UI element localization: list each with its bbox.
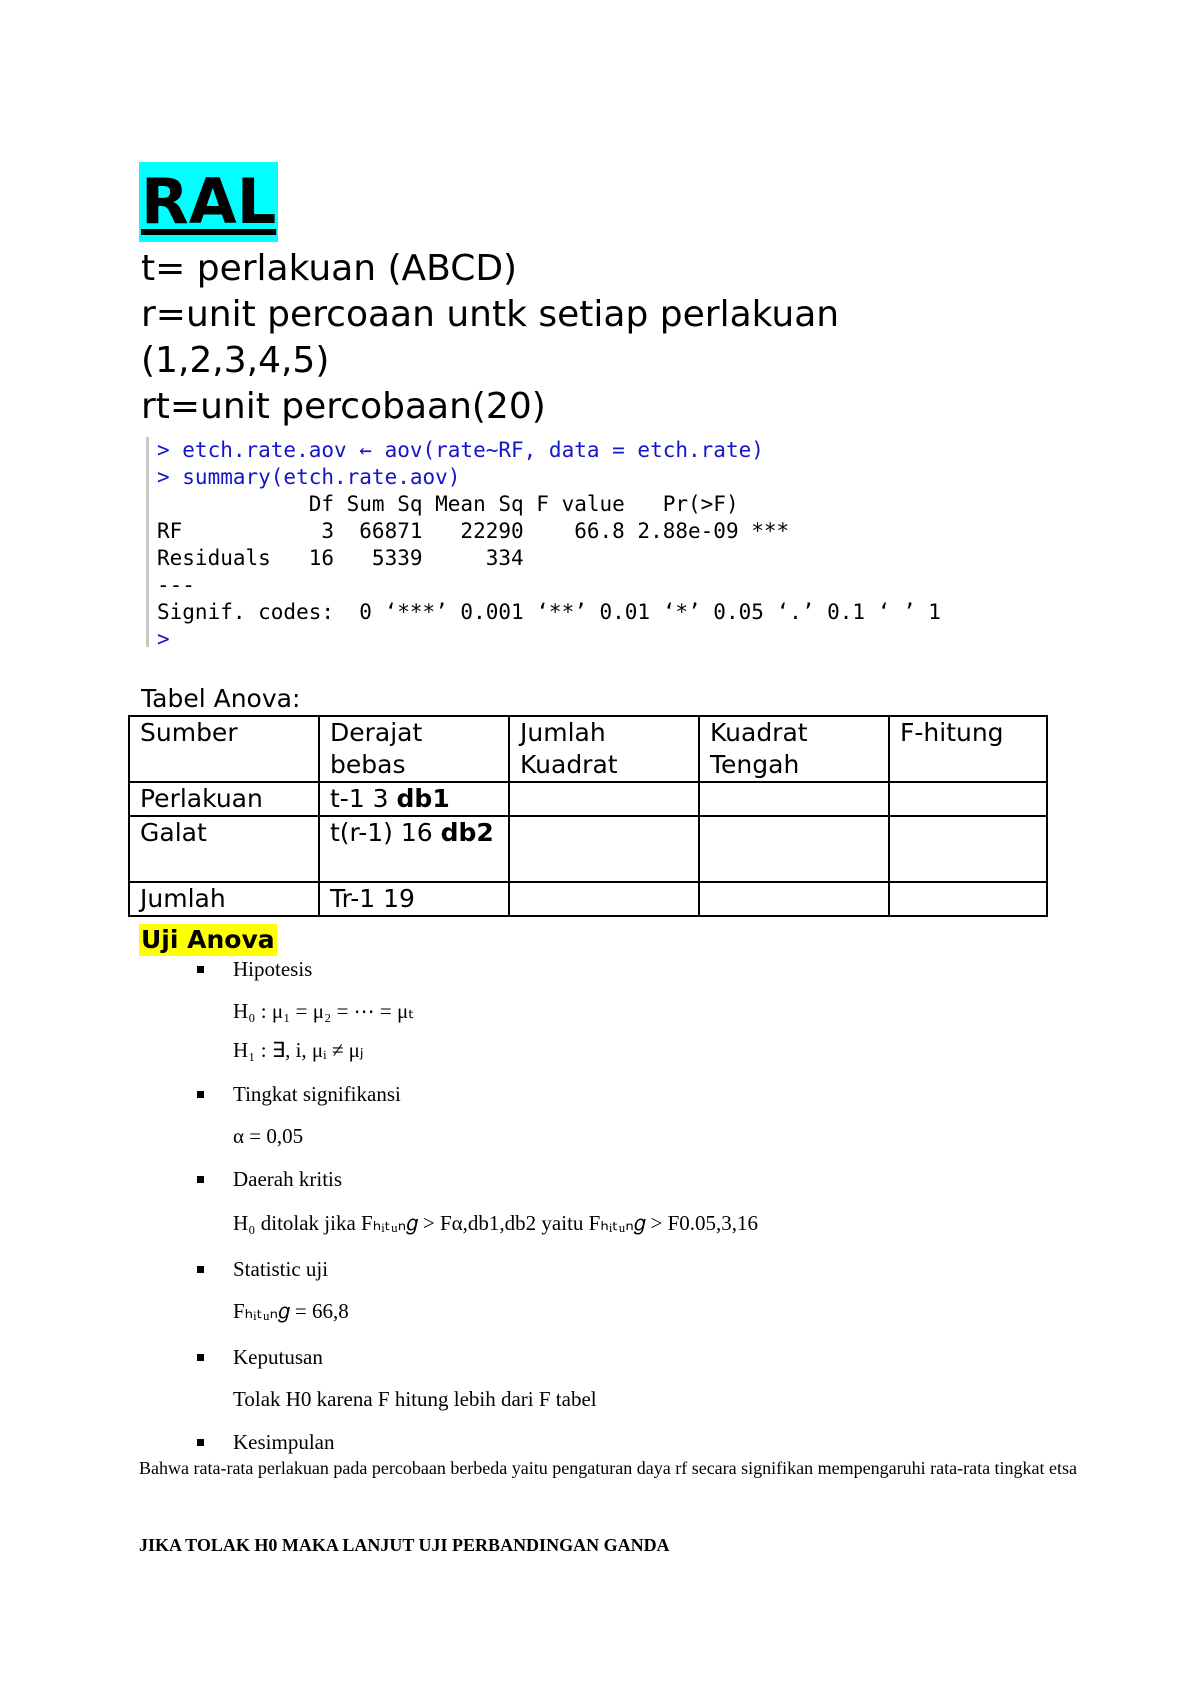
cell-empty [889, 816, 1047, 882]
db-text: t-1 3 [330, 784, 397, 813]
anova-table [128, 715, 1048, 917]
cell-sumber: Jumlah [129, 882, 319, 916]
step-keputusan: Keputusan [198, 1343, 323, 1371]
cell-empty [699, 882, 889, 916]
f-hitung-value: Fₕᵢₜᵤₙ𝑔 = 66,8 [233, 1299, 349, 1323]
cell-db [319, 882, 509, 916]
section-heading-uji-anova: Uji Anova [141, 925, 275, 954]
table-row [129, 816, 1047, 882]
closing-note: JIKA TOLAK H0 MAKA LANJUT UJI PERBANDINGAN GANDA [139, 1535, 670, 1555]
step-kesimpulan: Kesimpulan [198, 1428, 334, 1456]
kesimpulan-paragraph: Bahwa rata-rata perlakuan pada percobaan berbeda yaitu pengaturan daya rf secara signifikan mempengaruhi rata-rata tingkat etsa [139, 1458, 1078, 1478]
cell-empty [889, 782, 1047, 816]
cell-empty [699, 816, 889, 882]
step-hipotesis: Hipotesis [198, 955, 312, 983]
definition-r-values: (1,2,3,4,5) [141, 340, 330, 381]
console-output-separator: --- [157, 573, 195, 597]
cell-empty [509, 882, 699, 916]
console-prompt: > [157, 627, 170, 651]
table-row [129, 882, 1047, 916]
console-command-aov: > etch.rate.aov ← aov(rate~RF, data = etch.rate) [157, 438, 764, 462]
step-statistic-uji: Statistic uji [198, 1255, 328, 1283]
step-daerah-kritis: Daerah kritis [198, 1165, 342, 1193]
cell-empty [509, 816, 699, 882]
definition-r: r=unit percoaan untk setiap perlakuan [141, 294, 840, 335]
console-output-signif: Signif. codes: 0 ‘***’ 0.001 ‘**’ 0.01 ‘*’ 0.05 ‘.’ 0.1 ‘ ’ 1 [157, 600, 941, 624]
definition-rt: rt=unit percobaan(20) [141, 386, 546, 427]
cell-db [319, 782, 509, 816]
console-command-summary: > summary(etch.rate.aov) [157, 465, 461, 489]
header-f-hitung: F-hitung [889, 716, 1047, 782]
keputusan-text: Tolak H0 karena F hitung lebih dari F tabel [233, 1387, 597, 1411]
header-derajat-bebas: Derajat bebas [319, 716, 509, 782]
db-label: db2 [440, 818, 494, 847]
cell-empty [889, 882, 1047, 916]
definitions [141, 246, 1141, 430]
page-title: RAL [139, 162, 278, 242]
header-sumber: Sumber [129, 716, 319, 782]
db-text: Tr-1 19 [330, 884, 415, 913]
hypothesis-h1: H₁ : ∃, i, μᵢ ≠ μⱼ [233, 1038, 364, 1062]
db-text: t(r-1) 16 [330, 818, 441, 847]
cell-empty [509, 782, 699, 816]
header-kuadrat-tengah: Kuadrat Tengah [699, 716, 889, 782]
hypothesis-h0: H₀ : μ₁ = μ₂ = ⋯ = μₜ [233, 999, 415, 1023]
cell-empty [699, 782, 889, 816]
critical-region: H₀ ditolak jika Fₕᵢₜᵤₙ𝑔 > Fα,db1,db2 yaitu Fₕᵢₜᵤₙ𝑔 > F0.05,3,16 [233, 1211, 759, 1235]
table-row [129, 782, 1047, 816]
step-tingkat-signifikansi: Tingkat signifikansi [198, 1080, 401, 1108]
header-jumlah-kuadrat: Jumlah Kuadrat [509, 716, 699, 782]
console-output-rf: RF 3 66871 22290 66.8 2.88e-09 *** [157, 519, 790, 543]
r-console-screenshot [146, 437, 1037, 651]
console-output-residuals: Residuals 16 5339 334 [157, 546, 777, 570]
anova-table-label: Tabel Anova: [141, 684, 301, 713]
definition-t: t= perlakuan (ABCD) [141, 248, 518, 289]
cell-sumber: Galat [129, 816, 319, 882]
cell-db [319, 816, 509, 882]
cell-sumber: Perlakuan [129, 782, 319, 816]
db-label: db1 [396, 784, 450, 813]
alpha-value: α = 0,05 [233, 1124, 304, 1148]
table-header-row [129, 716, 1047, 782]
console-output-header: Df Sum Sq Mean Sq F value Pr(>F) [157, 492, 790, 516]
